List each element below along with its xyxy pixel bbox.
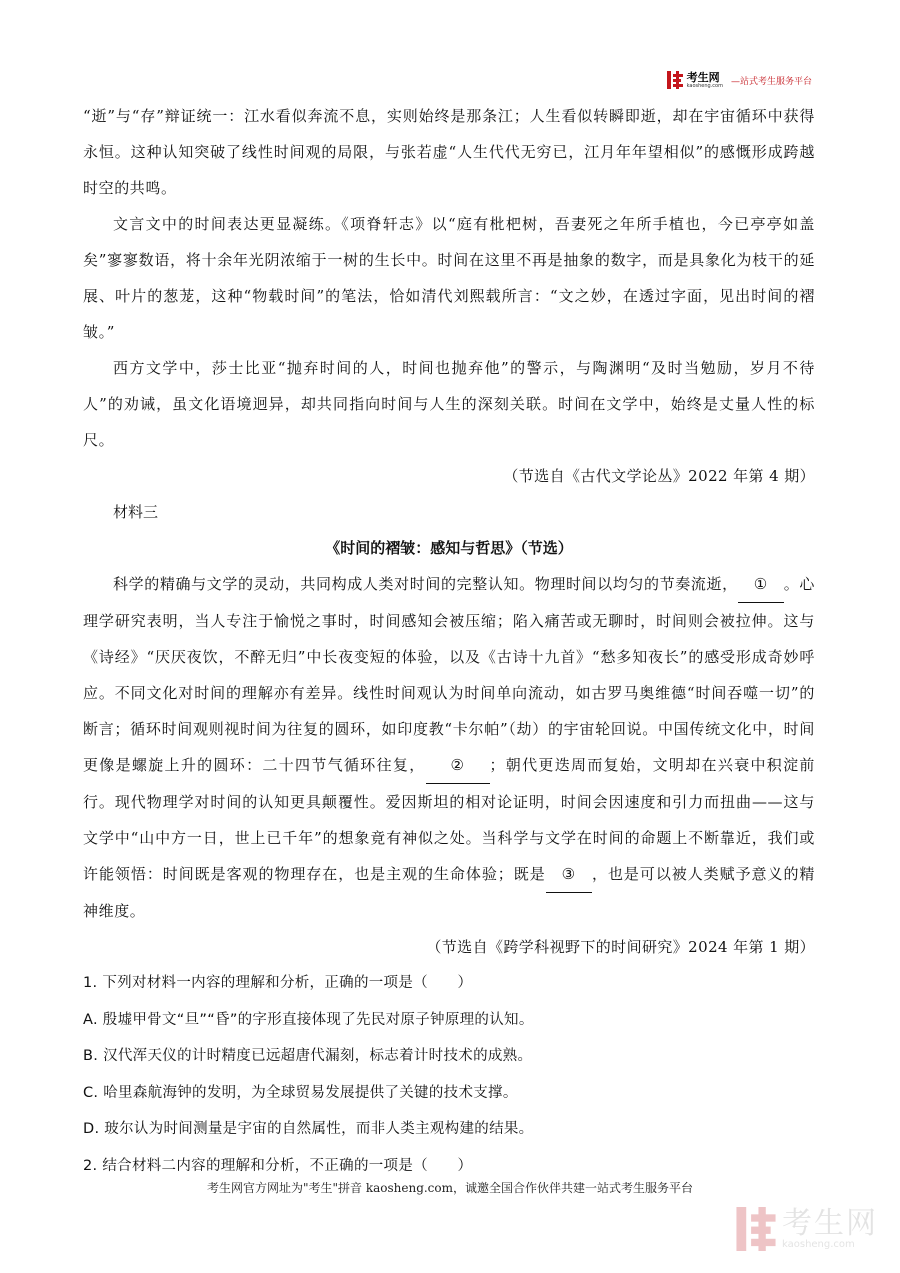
watermark-domain: kaosheng.com xyxy=(782,1238,855,1250)
material2-source: （节选自《古代文学论丛》2022 年第 4 期） xyxy=(503,467,815,485)
logo-name: 考生网 xyxy=(686,70,720,84)
kaosheng-watermark-icon xyxy=(736,1207,776,1251)
kaosheng-logo-icon xyxy=(667,71,683,89)
question-1-option-b[interactable]: B. 汉代浑天仪的计时精度已远超唐代漏刻，标志着计时技术的成熟。 xyxy=(83,1048,533,1064)
material3-source: （节选自《跨学科视野下的时间研究》2024 年第 1 期） xyxy=(426,938,815,956)
question-1-option-c[interactable]: C. 哈里森航海钟的发明，为全球贸易发展提供了关键的技术支撑。 xyxy=(83,1084,518,1101)
logo-domain: kaosheng.com xyxy=(686,82,723,89)
fill-blank-3[interactable]: ③ xyxy=(546,856,592,893)
watermark-name: 考生网 xyxy=(782,1205,878,1241)
material3-text-b: 。心理学研究表明，当人专注于愉悦之事时，时间感知会被压缩；陷入痛苦或无聊时，时间则会被拉伸。这与《诗经》“厌厌夜饮，不醉无归”中长夜变短的体验，以及《古诗十九首》“愁多知夜长”的感受形成奇妙呼应。不同文化对时间的理解亦有差异。线性时间观认为时间单向流动，如古罗马奥维德“时间吞噬一切”的断言；循环时间观则视时间为往复的圆环，如印度教“卡尔帕”（劫）的宇宙轮回说。中国传统文化中，时间更像是螺旋上升的圆环：二十四节气循环往复， xyxy=(83,575,815,774)
page-content xyxy=(83,98,815,1184)
question-1-stem: 1. 下列对材料一内容的理解和分析，正确的一项是（ ） xyxy=(83,975,473,991)
material3-title: 《时间的褶皱：感知与哲思》（节选） xyxy=(325,539,573,557)
material2-para-3: 西方文学中，莎士比亚“抛弃时间的人，时间也抛弃他”的警示，与陶渊明“及时当勉励，岁月不待人”的劝诫，虽文化语境迥异，却共同指向时间与人生的深刻关联。时间在文学中，始终是丈量人性的标尺。 xyxy=(83,359,815,449)
logo-slogan: —站式考生服务平台 xyxy=(730,76,812,87)
fill-blank-2[interactable]: ② xyxy=(426,747,490,784)
question-1-option-d[interactable]: D. 玻尔认为时间测量是宇宙的自然属性，而非人类主观构建的结果。 xyxy=(83,1121,534,1137)
material3-label: 材料三 xyxy=(113,503,159,521)
page-footer: 考生网官方网址为"考生"拼音 kaosheng.com，诚邀全国合作伙伴共建一站式考生服务平台 xyxy=(206,1181,694,1195)
header-logo xyxy=(667,71,812,89)
material3-text-c: ；朝代更迭周而复始，文明却在兴衰中积淀前行。现代物理学对时间的认知更具颠覆性。爱因斯坦的相对论证明，时间会因速度和引力而扭曲——这与文学中“山中方一日，世上已千年”的想象竟有神似之处。当科学与文学在时间的命题上不断靠近，我们或许能领悟：时间既是客观的物理存在，也是主观的生命体验；既是 xyxy=(83,756,815,883)
material2-para-2: 文言文中的时间表达更显凝练。《项脊轩志》以“庭有枇杷树，吾妻死之年所手植也，今已亭亭如盖矣”寥寥数语，将十余年光阴浓缩于一树的生长中。时间在这里不再是抽象的数字，而是具象化为枝干的延展、叶片的葱茏，这种“物载时间”的笔法，恰如清代刘熙载所言：“文之妙，在透过字面，见出时间的褶皱。” xyxy=(83,215,815,341)
material2-para-1: “逝”与“存”辩证统一：江水看似奔流不息，实则始终是那条江；人生看似转瞬即逝，却在宇宙循环中获得永恒。这种认知突破了线性时间观的局限，与张若虚“人生代代无穷已，江月年年望相似”的感慨形成跨越时空的共鸣。 xyxy=(83,107,815,197)
material3-text-a: 科学的精确与文学的灵动，共同构成人类对时间的完整认知。物理时间以均匀的节奏流逝， xyxy=(113,575,738,593)
question-1-option-a[interactable]: A. 殷墟甲骨文“旦”“昏”的字形直接体现了先民对原子钟原理的认知。 xyxy=(83,1011,534,1028)
question-2-stem: 2. 结合材料二内容的理解和分析，不正确的一项是（ ） xyxy=(83,1157,473,1174)
fill-blank-1[interactable]: ① xyxy=(738,566,784,603)
material3-text-d: ，也是可以被人类赋予意义的精神维度。 xyxy=(83,865,816,920)
material3-body xyxy=(83,566,815,929)
watermark xyxy=(736,1207,878,1251)
